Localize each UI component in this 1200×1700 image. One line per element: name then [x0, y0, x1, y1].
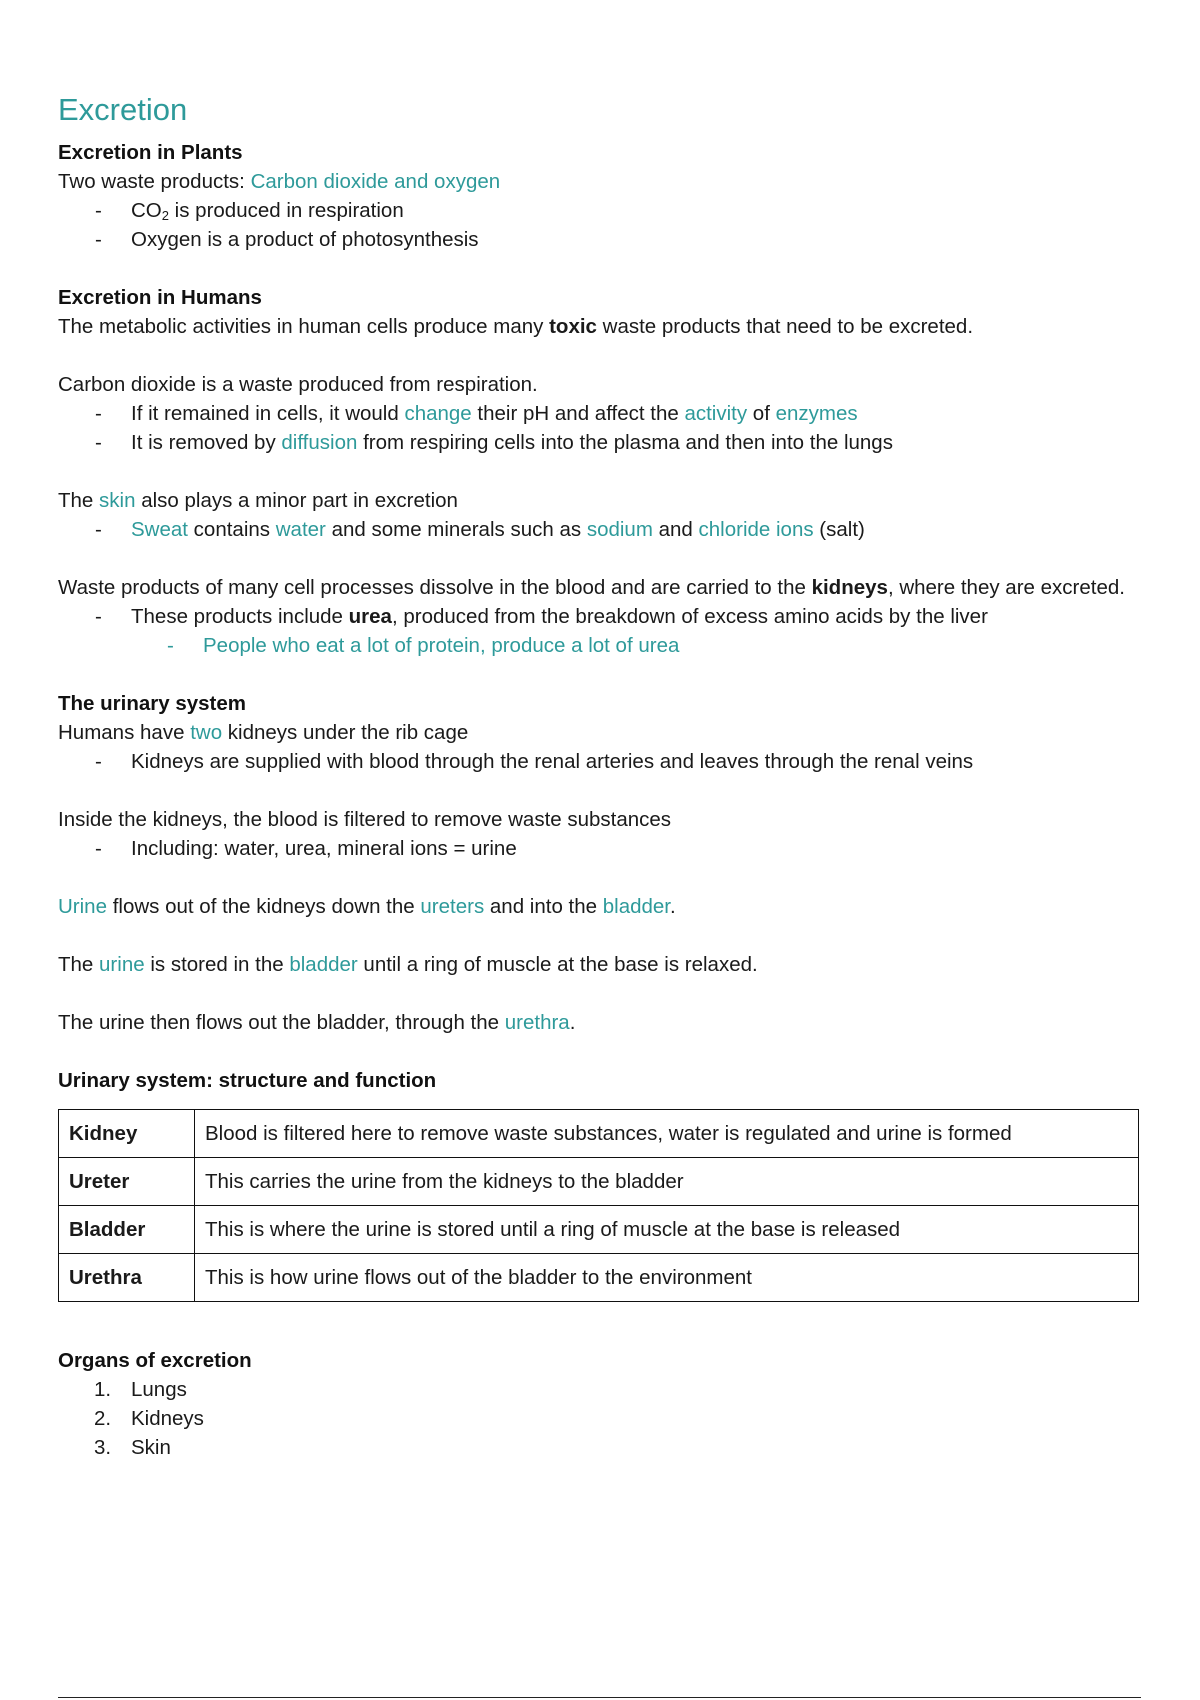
list-item: 1. Lungs	[94, 1378, 187, 1401]
heading-structure-function: Urinary system: structure and function	[58, 1069, 437, 1092]
table-row	[59, 1254, 1139, 1302]
footer-rule	[58, 1697, 1141, 1698]
list-item: - Kidneys are supplied with blood through the renal arteries and leaves through the renal veins	[58, 747, 1138, 776]
list-item: - It is removed by diffusion from respiring cells into the plasma and then into the lungs	[58, 428, 1138, 457]
plants-list	[58, 196, 1138, 254]
table-row	[59, 1158, 1139, 1206]
table-row	[59, 1206, 1139, 1254]
list-item: - Including: water, urea, mineral ions = urine	[58, 834, 1138, 863]
urine-stored: The urine is stored in the bladder until a ring of muscle at the base is relaxed.	[58, 953, 758, 976]
table-cell-organ: Kidney	[59, 1110, 195, 1158]
list-item: - $CO_2$ is produced in respiration	[58, 196, 1138, 225]
filter-intro: Inside the kidneys, the blood is filtered to remove waste substances	[58, 808, 672, 831]
heading-organs: Organs of excretion	[58, 1349, 252, 1372]
humans-intro: The metabolic activities in human cells produce many toxic waste products that need to be excreted.	[58, 315, 974, 338]
table-cell-function: This is how urine flows out of the bladder to the environment	[195, 1254, 1139, 1302]
list-item-nested: - People who eat a lot of protein, produce a lot of urea	[58, 631, 1138, 660]
heading-urinary-system: The urinary system	[58, 692, 246, 715]
urine-flow: Urine flows out of the kidneys down the ureters and into the bladder.	[58, 895, 676, 918]
list-item: - If it remained in cells, it would change their pH and affect the activity of enzymes	[58, 399, 1138, 428]
table-cell-function: This is where the urine is stored until a ring of muscle at the base is released	[195, 1206, 1139, 1254]
list-item: 2. Kidneys	[94, 1407, 204, 1430]
waste-intro: Waste products of many cell processes dissolve in the blood and are carried to the kidneys, where they are excreted.	[58, 576, 1125, 599]
list-item: 3. Skin	[94, 1436, 171, 1459]
co2-intro: Carbon dioxide is a waste produced from respiration.	[58, 373, 538, 396]
filter-list	[58, 834, 1138, 863]
skin-intro: The skin also plays a minor part in excretion	[58, 489, 458, 512]
plants-intro: Two waste products: Carbon dioxide and oxygen	[58, 170, 501, 193]
table-cell-function: This carries the urine from the kidneys to the bladder	[195, 1158, 1139, 1206]
kidneys-intro: Humans have two kidneys under the rib cage	[58, 721, 469, 744]
table-cell-organ: Urethra	[59, 1254, 195, 1302]
document-page	[58, 88, 1138, 1462]
list-item: - These products include urea, produced from the breakdown of excess amino acids by the liver	[58, 602, 1138, 631]
table-cell-organ: Ureter	[59, 1158, 195, 1206]
table-cell-organ: Bladder	[59, 1206, 195, 1254]
kidneys-list	[58, 747, 1138, 776]
table-row	[59, 1110, 1139, 1158]
organs-list	[58, 1375, 1138, 1462]
skin-list	[58, 515, 1138, 544]
list-item: - Sweat contains water and some minerals such as sodium and chloride ions (salt)	[58, 515, 1138, 544]
page-title: Excretion	[58, 92, 188, 127]
co2-list	[58, 399, 1138, 457]
urine-out: The urine then flows out the bladder, through the urethra.	[58, 1011, 576, 1034]
heading-plants: Excretion in Plants	[58, 141, 243, 164]
waste-list	[58, 602, 1138, 660]
heading-humans: Excretion in Humans	[58, 286, 262, 309]
highlight-waste-products: Carbon dioxide and oxygen	[250, 170, 501, 193]
table-cell-function: Blood is filtered here to remove waste substances, water is regulated and urine is formed	[195, 1110, 1139, 1158]
list-item: - Oxygen is a product of photosynthesis	[58, 225, 1138, 254]
structure-function-table	[58, 1109, 1139, 1302]
